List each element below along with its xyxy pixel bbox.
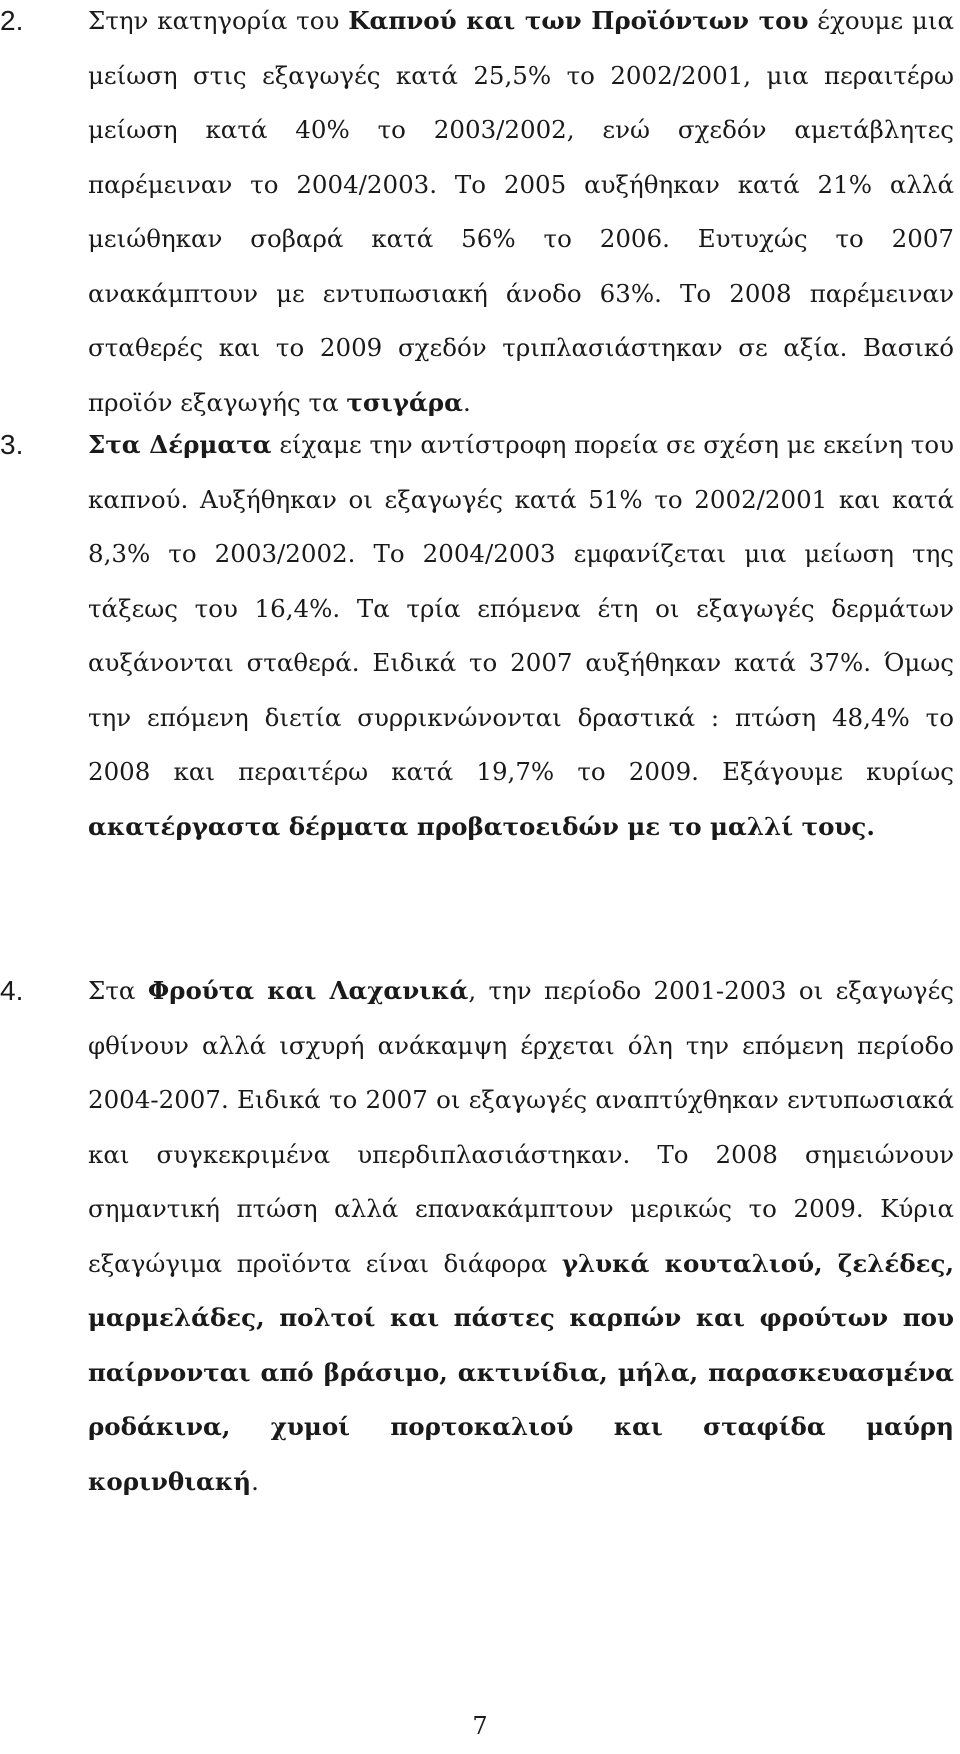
text-segment: Στην κατηγορία του [88, 6, 349, 35]
item-paragraph [88, 964, 954, 1509]
item-paragraph [88, 0, 954, 430]
item-number: 3. [0, 429, 24, 460]
page-number: 7 [472, 1712, 488, 1740]
text-segment: . [462, 387, 471, 417]
text-segment: έχουμε μια μείωση στις εξαγωγές κατά 25,5% το 2002/2001, μια περαιτέρω μείωση κατά 40% το 2003/2002, ενώ σχεδόν αμετάβλητες παρέμειναν το 2004/2003. Το 2005 αυξήθηκαν κατά 21% αλλά μειώθηκαν σοβαρά κατά 56% το 2006. Ευτυχώς το 2007 ανακάμπτουν με εντυπωσιακή άνοδο 63%. Το 2008 παρέμειναν σταθερές και το 2009 σχεδόν τριπλασιάστηκαν σε αξία. Βασικό προϊόν εξαγωγής τα [88, 6, 954, 417]
item-number: 2. [0, 5, 24, 36]
text-segment: Στα [88, 976, 148, 1005]
text-segment: , την περίοδο 2001-2003 οι εξαγωγές φθίνουν αλλά ισχυρή ανάκαμψη έρχεται όλη την επόμενη περίοδο 2004-2007. Ειδικά το 2007 οι εξαγωγές αναπτύχθηκαν εντυπωσιακά και συγκεκριμένα υπερδιπλασιάστηκαν. Το 2008 σημειώνουν σημαντική πτώση αλλά επανακάμπτουν μερικώς το 2009. Κύρια εξαγώγιμα προϊόντα είναι διάφορα [88, 976, 954, 1278]
item-paragraph [88, 418, 954, 854]
bold-segment: ακατέργαστα δέρματα προβατοειδών με το μαλλί τους. [88, 811, 875, 841]
bold-segment: γλυκά κουταλιού, ζελέδες, μαρμελάδες, πολτοί και πάστες καρπών και φρούτων που παίρνονται από βράσιμο, ακτινίδια, μήλα, παρασκευασμένα ροδάκινα, χυμοί πορτοκαλιού και σταφίδα μαύρη κορινθιακή [88, 1248, 955, 1496]
text-segment: είχαμε την αντίστροφη πορεία σε σχέση με εκείνη του καπνού. Αυξήθηκαν οι εξαγωγές κατά 51% το 2002/2001 και κατά 8,3% το 2003/2002. Το 2004/2003 εμφανίζεται μια μείωση της τάξεως του 16,4%. Τα τρία επόμενα έτη οι εξαγωγές δερμάτων αυξάνονται σταθερά. Ειδικά το 2007 αυξήθηκαν κατά 37%. Όμως την επόμενη διετία συρρικνώνονται δραστικά : πτώση 48,4% το 2008 και περαιτέρω κατά 19,7% το 2009. Εξάγουμε κυρίως [88, 430, 954, 786]
bold-segment: Φρούτα και Λαχανικά [147, 976, 469, 1005]
text-segment: . [251, 1466, 259, 1496]
bold-segment: Στα Δέρματα [88, 430, 272, 459]
bold-segment: τσιγάρα [346, 387, 463, 417]
bold-segment: Καπνού και των Προϊόντων του [348, 6, 809, 35]
item-number: 4. [0, 975, 24, 1006]
